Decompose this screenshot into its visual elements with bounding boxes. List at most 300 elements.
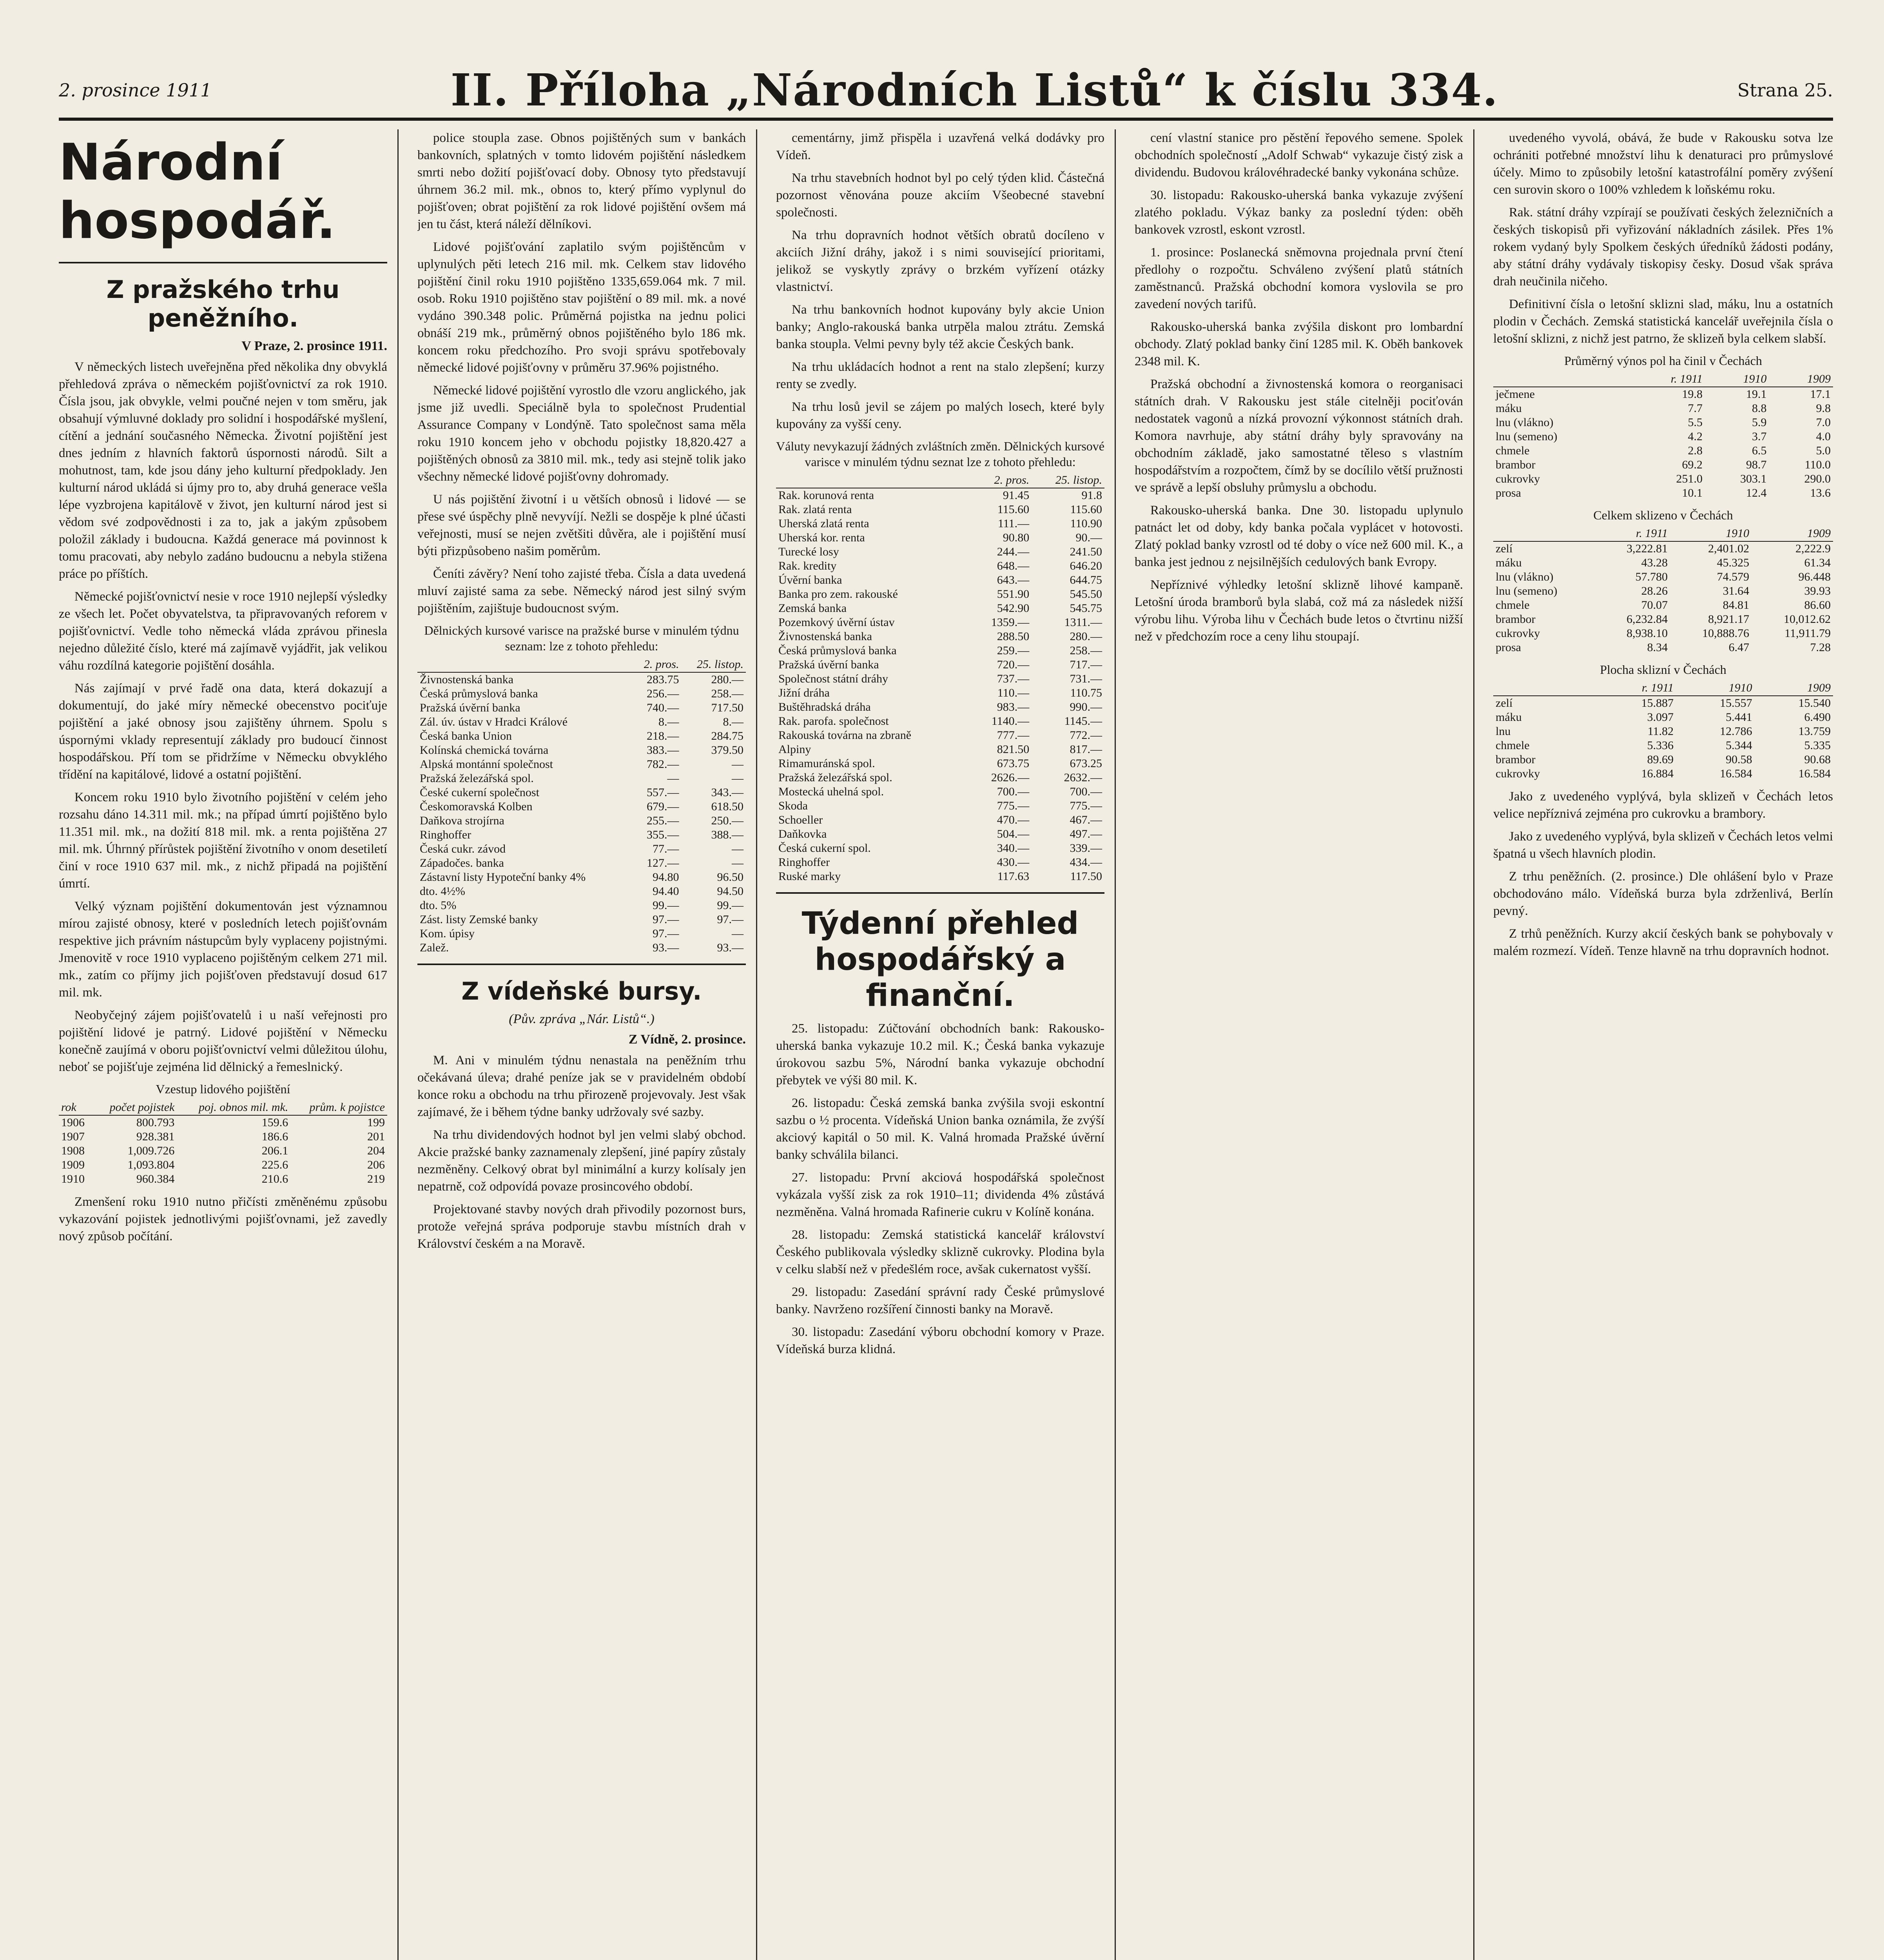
table-cell: 45.325 bbox=[1717, 556, 1750, 569]
table-cell: — bbox=[732, 772, 743, 785]
paragraph: Pražská obchodní a živnostenská komora o reorganisaci státních drah. V Rakousku jest stále citelněji pociťován nedostatek vagonů a nízká provozní výkonnost státních drah. Komora navrhuje, aby státní dráhy byly spravovány na obchodním základě, jako samostatné těleso s vlastním hospodářstvím a rozpočtem, čímž by se docílilo větší pružnosti ve správě a lepší obsluhy průmyslu a obchodu. bbox=[1135, 377, 1463, 495]
paragraph: uvedeného vyvolá, obává, že bude v Rakousku sotva lze ochrániti potřebné množství lihu k denaturaci pro průmyslové účely. Mimo to způsobily letošní katastrofální poměry zvýšení cen surovin skoro o 100% vzhledem k loňskému roku. bbox=[1493, 131, 1833, 197]
table-cell: 186.6 bbox=[261, 1130, 288, 1143]
table-row bbox=[417, 884, 746, 898]
table-cell: 98.7 bbox=[1746, 458, 1767, 471]
table-cell: Kolínská chemická továrna bbox=[420, 744, 549, 757]
divider bbox=[59, 262, 387, 263]
table-cell: 430.— bbox=[997, 856, 1030, 869]
table-cell: 16.884 bbox=[1641, 767, 1674, 780]
table-cell: 11,911.79 bbox=[1784, 627, 1831, 640]
table-cell: 303.1 bbox=[1740, 472, 1767, 485]
table-cell: chmele bbox=[1496, 739, 1530, 752]
table-cell: Rimamuránská spol. bbox=[778, 757, 875, 770]
table-cell: 9.8 bbox=[1816, 402, 1831, 415]
table-cell: 545.75 bbox=[1070, 602, 1102, 615]
table-row bbox=[776, 869, 1104, 884]
table-cell: Daňkova strojírna bbox=[420, 814, 504, 827]
table-cell: Jižní dráha bbox=[778, 686, 830, 699]
table-cell: 379.50 bbox=[711, 744, 743, 757]
divider bbox=[417, 964, 746, 965]
table-cell: 644.75 bbox=[1070, 573, 1102, 586]
table-cell: 244.— bbox=[997, 545, 1030, 558]
table-cell: 3.7 bbox=[1752, 430, 1767, 443]
table-cell: zelí bbox=[1496, 542, 1513, 555]
paragraph: 30. listopadu: Zasedání výboru obchodní komory v Praze. Vídeňská burza klidná. bbox=[776, 1325, 1104, 1356]
article-body bbox=[59, 358, 387, 1076]
table-cell: České cukerní společnost bbox=[420, 786, 539, 799]
table-cell: 355.— bbox=[646, 828, 679, 841]
column-header bbox=[1493, 526, 1598, 541]
column-3 bbox=[776, 129, 1116, 1960]
table-cell: prosa bbox=[1496, 641, 1521, 654]
table-row bbox=[1493, 387, 1833, 401]
table-cell: — bbox=[732, 842, 743, 855]
table-row bbox=[776, 728, 1104, 742]
table-cell: 4.2 bbox=[1688, 430, 1703, 443]
table-cell: lnu (semeno) bbox=[1496, 584, 1558, 597]
table-cell: 504.— bbox=[997, 828, 1030, 840]
table-row bbox=[417, 856, 746, 870]
table-cell: Schoeller bbox=[778, 813, 823, 826]
table-caption: Vzestup lidového pojištění bbox=[156, 1082, 290, 1096]
data-table bbox=[1493, 681, 1833, 781]
table-row bbox=[776, 559, 1104, 573]
table-row bbox=[776, 742, 1104, 757]
article-dateline: V Praze, 2. prosince 1911. bbox=[241, 339, 387, 353]
table-cell: 91.8 bbox=[1081, 489, 1102, 502]
table-cell: 731.— bbox=[1070, 672, 1102, 685]
table-cell: 90.58 bbox=[1726, 753, 1752, 766]
table-cell: chmele bbox=[1496, 599, 1530, 612]
table-cell: Česká cukr. závod bbox=[420, 842, 506, 855]
table-cell: 10,012.62 bbox=[1784, 613, 1831, 626]
table-cell: 6.490 bbox=[1804, 711, 1831, 724]
table-cell: prosa bbox=[1496, 486, 1521, 499]
paragraph: 1. prosince: Poslanecká sněmovna projednala první čtení předlohy o rozpočtu. Schváleno zvýšení platů státních zaměstnanců. Pražská obchodní komora vyslovila se pro zavedení nových tarifů. bbox=[1135, 245, 1463, 311]
table-cell: — bbox=[732, 758, 743, 771]
column-header: 25. listop. bbox=[1032, 473, 1104, 488]
table-cell: 679.— bbox=[646, 800, 679, 813]
paragraph: 28. listopadu: Zemská statistická kancelář království Českého publikovala výsledky sklizně cukrovky. Plodina byla v celku slabší než v předešlém roce, avšak cukernatost vyšší. bbox=[776, 1228, 1104, 1276]
table-cell: 777.— bbox=[997, 729, 1030, 742]
table-row bbox=[59, 1130, 387, 1144]
table-row bbox=[1493, 556, 1833, 570]
column-header: 2. pros. bbox=[971, 473, 1032, 488]
table-cell: 97.— bbox=[652, 913, 679, 926]
table-cell: dto. 5% bbox=[420, 899, 457, 912]
table-row bbox=[59, 1172, 387, 1186]
table-cell: Pražská úvěrní banka bbox=[778, 658, 879, 671]
column-header bbox=[1493, 681, 1598, 696]
table-cell: Česká průmyslová banka bbox=[778, 644, 897, 657]
table-cell: 93.— bbox=[717, 941, 743, 954]
table-cell: Alpiny bbox=[778, 743, 811, 756]
column-header: 1910 bbox=[1705, 372, 1769, 387]
table-cell: 990.— bbox=[1070, 701, 1102, 713]
table-caption: Plocha sklizní v Čechách bbox=[1600, 662, 1726, 677]
column-header: 1909 bbox=[1769, 372, 1833, 387]
table-cell: 16.584 bbox=[1720, 767, 1752, 780]
table-cell: 8.8 bbox=[1752, 402, 1767, 415]
table-row bbox=[776, 630, 1104, 644]
table-cell: 8.34 bbox=[1647, 641, 1668, 654]
table-cell: 97.— bbox=[717, 913, 743, 926]
table-cell: 720.— bbox=[997, 658, 1030, 671]
table-cell: 99.— bbox=[652, 899, 679, 912]
paragraph: Koncem roku 1910 bylo životního pojištění v celém jeho rozsahu dáno 14.311 mil. mk.; na případ úmrtí pojištěno bylo 11.351 mil. mk., na dožití 818 mil. mk. a renta pojištěna 27 mil. mk. Úhrnný přírůstek pojištění životního v onom desetiletí činí v roce 1910 637 mil. mk., z nichž připadá na pojištění úmrtí. bbox=[59, 790, 387, 891]
table-cell: 206.1 bbox=[261, 1144, 288, 1157]
paragraph: Čeníti závěry? Není toho zajisté třeba. Čísla a data uvedená mluví zajisté sama za sebe. Německý národ jest silný svým pojištěním, zajištuje budoucnost svým. bbox=[417, 567, 746, 615]
table-row bbox=[417, 743, 746, 757]
table-row bbox=[776, 573, 1104, 587]
article-title: Týdenní přehled hospodářský a finanční. bbox=[801, 906, 1079, 1013]
table-cell: ječmene bbox=[1496, 388, 1535, 401]
table-cell: 5.344 bbox=[1726, 739, 1752, 752]
table-cell: 717.50 bbox=[711, 701, 743, 714]
table-row bbox=[1493, 696, 1833, 710]
table-cell: 89.69 bbox=[1647, 753, 1674, 766]
table-row bbox=[417, 672, 746, 687]
table-cell: 86.60 bbox=[1804, 599, 1831, 612]
table-row bbox=[776, 644, 1104, 658]
paragraph: Z trhu peněžních. (2. prosince.) Dle ohlášení bylo v Praze obchodováno málo. Vídeňská burza byla zdrženlivá, Berlín pevný. bbox=[1493, 869, 1833, 918]
table-cell: 673.25 bbox=[1070, 757, 1102, 770]
table-cell: Ringhoffer bbox=[778, 856, 830, 869]
table-cell: brambor bbox=[1496, 613, 1536, 626]
paragraph: 26. listopadu: Česká zemská banka zvýšila svoji eskontní sazbu o ½ procenta. Vídeňská Union banka oznámila, že zvýší akciový kapitál o 50 mil. K. Valná hromada Pražské úvěrní banky schválila bilanci. bbox=[776, 1096, 1104, 1162]
data-table bbox=[1493, 372, 1833, 500]
column-header: 1910 bbox=[1676, 681, 1754, 696]
table-cell: 69.2 bbox=[1682, 458, 1703, 471]
paragraph: cementárny, jimž přispěla i uzavřená velká dodávky pro Vídeň. bbox=[776, 131, 1104, 162]
table-row bbox=[776, 615, 1104, 630]
paragraph: Na trhu dopravních hodnot větších obratů docíleno v akciích Jižní dráhy, jakož i s nimi související prioritami, jelikož se vyskytly zprávy o brzkém vyřízení otázky vlastnictví. bbox=[776, 228, 1104, 294]
table-cell: 110.75 bbox=[1070, 686, 1102, 699]
table-cell: 39.93 bbox=[1804, 584, 1831, 597]
table-header-row bbox=[1493, 372, 1833, 387]
table-cell: dto. 4½% bbox=[420, 885, 465, 898]
table-cell: 542.90 bbox=[997, 602, 1030, 615]
table-cell: 1907 bbox=[61, 1130, 85, 1143]
table-row bbox=[1493, 444, 1833, 458]
table-cell: 5.335 bbox=[1804, 739, 1831, 752]
table-header-row bbox=[1493, 526, 1833, 541]
paragraph: Definitivní čísla o letošní sklizni slad, máku, lnu a ostatních plodin v Čechách. Zemská statistická kancelář uveřejnila čísla o letošní sklizni, z nichž jest patrno, že sklizeň byla celkem slabší. bbox=[1493, 297, 1833, 346]
paragraph: 27. listopadu: První akciová hospodářská společnost vykázala vyšší zisk za rok 1910–11; dividenda 4% zůstává nezměněna. Valná hromada Rafinerie cukru v Kolíně konána. bbox=[776, 1171, 1104, 1219]
table-row bbox=[1493, 598, 1833, 612]
table-cell: 199 bbox=[367, 1116, 385, 1129]
section-title: Národní hospodář. bbox=[59, 133, 336, 250]
table-cell: Pražská železářská spol. bbox=[778, 771, 892, 784]
table-row bbox=[417, 800, 746, 814]
table-cell: 288.50 bbox=[997, 630, 1030, 643]
paragraph: Na trhu ukládacích hodnot a rent na stalo zlepšení; kurzy renty se zvedly. bbox=[776, 360, 1104, 391]
table-cell: 388.— bbox=[711, 828, 743, 841]
table-row bbox=[1493, 626, 1833, 641]
table-row bbox=[417, 687, 746, 701]
table-row bbox=[1493, 767, 1833, 781]
table-cell: 94.40 bbox=[652, 885, 679, 898]
column-1 bbox=[59, 129, 399, 1960]
table-cell: 673.75 bbox=[997, 757, 1030, 770]
table-cell: cukrovky bbox=[1496, 627, 1540, 640]
table-cell: 5.5 bbox=[1688, 416, 1703, 429]
article-title: Z pražského trhu peněžního. bbox=[106, 275, 340, 332]
paragraph: 29. listopadu: Zasedání správní rady České průmyslové banky. Navrženo rozšíření činnosti banky na Moravě. bbox=[776, 1285, 1104, 1316]
column-header: 2. pros. bbox=[631, 657, 682, 672]
table-row bbox=[1493, 584, 1833, 598]
article-title: Z vídeňské bursy. bbox=[461, 977, 702, 1005]
table-cell: — bbox=[732, 857, 743, 869]
table-cell: 204 bbox=[367, 1144, 385, 1157]
table-cell: Rak. kredity bbox=[778, 559, 837, 572]
table-cell: 28.26 bbox=[1641, 584, 1668, 597]
table-row bbox=[1493, 724, 1833, 739]
table-cell: 1311.— bbox=[1064, 616, 1102, 629]
table-cell: 4.0 bbox=[1816, 430, 1831, 443]
table-cell: 241.50 bbox=[1070, 545, 1102, 558]
table-cell: Skoda bbox=[778, 799, 808, 812]
table-cell: 117.63 bbox=[997, 870, 1030, 883]
table-cell: 15.557 bbox=[1720, 697, 1752, 710]
table-cell: Daňkovka bbox=[778, 828, 827, 840]
table-cell: 983.— bbox=[997, 701, 1030, 713]
table-row bbox=[776, 771, 1104, 785]
table-cell: 115.60 bbox=[997, 503, 1030, 516]
table-row bbox=[776, 517, 1104, 531]
paragraph: Velký význam pojištění dokumentován jest významnou mírou zajisté obnosy, které v posledních letech pojišťovnám respektive jich právním nástupcům byly vyplaceny pojistnými. Jmenovitě v roce 1910 vyplaceno pojištěným celkem 271 mil. mk., zatím co příjmy jich pojišťoven představují dosud 617 mil. mk. bbox=[59, 899, 387, 1000]
table-cell: 1908 bbox=[61, 1144, 85, 1157]
table-cell: 1906 bbox=[61, 1116, 85, 1129]
table-cell: Českomoravská Kolben bbox=[420, 800, 533, 813]
table-cell: 5.0 bbox=[1816, 444, 1831, 457]
table-cell: cukrovky bbox=[1496, 472, 1540, 485]
table-cell: Rakouská továrna na zbraně bbox=[778, 729, 912, 742]
table-row bbox=[776, 827, 1104, 841]
table-row bbox=[59, 1115, 387, 1130]
column-header: 1910 bbox=[1670, 526, 1752, 541]
paragraph: 25. listopadu: Zúčtování obchodních bank: Rakousko-uherská banka vykazuje 10.2 mil. K.; Česká banka vykazuje úrokovou sazbu 5%, Národní banka vykazuje obchodní přebytek ve výši 80 mil. K. bbox=[776, 1022, 1104, 1087]
table-cell: 15.887 bbox=[1641, 697, 1674, 710]
table-cell: chmele bbox=[1496, 444, 1530, 457]
table-cell: 7.28 bbox=[1810, 641, 1831, 654]
table-row bbox=[776, 587, 1104, 601]
table-caption: Váluty nevykazují žádných zvláštních změn. Dělnických kursové varisce v minulém týdnu seznat lze z tohoto přehledu: bbox=[776, 439, 1104, 469]
table-cell: 10,888.76 bbox=[1702, 627, 1750, 640]
column-header: počet pojistek bbox=[93, 1100, 177, 1115]
table-cell: Rak. parofa. společnost bbox=[778, 715, 889, 728]
table-cell: 772.— bbox=[1070, 729, 1102, 742]
table-cell: 737.— bbox=[997, 672, 1030, 685]
table-cell: 57.780 bbox=[1635, 570, 1668, 583]
paragraph: Německé lidové pojištění vyrostlo dle vzoru anglického, jak jsme již uvedli. Speciálně byla to společnost Prudential Assurance Company v Londýně. Tato společnost sama měla roku 1910 koncem jeho v obchodu pojistky 18,820.427 a pojištěných obnosů za 3810 mil. mk., tedy asi stejně tolik jako všechny německé lidové pojišťovny dohromady. bbox=[417, 383, 746, 484]
table-cell: 2,222.9 bbox=[1795, 542, 1831, 555]
table-row bbox=[417, 927, 746, 941]
table-cell: lnu (semeno) bbox=[1496, 430, 1558, 443]
table-cell: 13.6 bbox=[1810, 486, 1831, 499]
table-cell: 110.90 bbox=[1070, 517, 1102, 530]
table-cell: Česká průmyslová banka bbox=[420, 687, 538, 700]
table-cell: 646.20 bbox=[1070, 559, 1102, 572]
paragraph: Na trhu losů jevil se zájem po malých losech, které byly kupovány za vyšší ceny. bbox=[776, 400, 1104, 431]
paragraph: Na trhu dividendových hodnot byl jen velmi slabý obchod. Akcie pražské banky zaznamenaly zlepšení, jiné papíry zůstaly nezměněny. Celkový obrat byl minimální a kurzy kolísaly jen nepatrně, což odpovídá povaze prosincového období. bbox=[417, 1128, 746, 1194]
table-cell: 821.50 bbox=[997, 743, 1030, 756]
table-cell: 255.— bbox=[646, 814, 679, 827]
table-cell: 127.— bbox=[646, 857, 679, 869]
table-cell: máku bbox=[1496, 556, 1522, 569]
table-cell: 259.— bbox=[997, 644, 1030, 657]
column-header: r. 1911 bbox=[1598, 681, 1676, 696]
table-header-row bbox=[59, 1100, 387, 1115]
table-row bbox=[417, 786, 746, 800]
table-cell: 94.50 bbox=[717, 885, 743, 898]
table-row bbox=[776, 813, 1104, 827]
article-dateline: Z Vídně, 2. prosince. bbox=[628, 1032, 746, 1047]
table-header-row bbox=[417, 657, 746, 672]
column-header: r. 1911 bbox=[1598, 526, 1670, 541]
paragraph: Nepříznivé výhledky letošní sklizně lihové kampaně. Letošní úroda bramborů byla slabá, což má za následek nižší výrobu lihu. Výroba lihu v Čechách bude letos o čtvrtinu nižší než v předchozím roce a ceny lihu stoupají. bbox=[1135, 578, 1463, 644]
table-cell: Uherská zlatá renta bbox=[778, 517, 869, 530]
table-cell: 15.540 bbox=[1798, 697, 1831, 710]
table-row bbox=[1493, 472, 1833, 486]
table-row bbox=[776, 545, 1104, 559]
table-cell: 159.6 bbox=[261, 1116, 288, 1129]
table-cell: 3,222.81 bbox=[1627, 542, 1668, 555]
table-cell: 2632.— bbox=[1064, 771, 1102, 784]
table-row bbox=[417, 771, 746, 786]
table-cell: 383.— bbox=[646, 744, 679, 757]
table-row bbox=[1493, 416, 1833, 430]
table-cell: 96.50 bbox=[717, 871, 743, 884]
table-cell: 467.— bbox=[1070, 813, 1102, 826]
table-cell: Živnostenská banka bbox=[778, 630, 872, 643]
data-table bbox=[776, 473, 1104, 884]
table-cell: 283.75 bbox=[646, 673, 679, 686]
table-cell: 12.4 bbox=[1746, 486, 1767, 499]
table-cell: 8,921.17 bbox=[1708, 613, 1750, 626]
table-cell: 1359.— bbox=[991, 616, 1030, 629]
table-row bbox=[417, 842, 746, 856]
table-cell: 43.28 bbox=[1641, 556, 1668, 569]
table-cell: Ringhoffer bbox=[420, 828, 471, 841]
table-cell: 117.50 bbox=[1070, 870, 1102, 883]
data-table bbox=[417, 657, 746, 955]
table-cell: 343.— bbox=[711, 786, 743, 799]
table-cell: 12.786 bbox=[1720, 725, 1752, 738]
column-5 bbox=[1493, 129, 1833, 1960]
paragraph: Na trhu bankovních hodnot kupovány byly akcie Union banky; Anglo-rakouská banka utrpěla malou ztrátu. Zemská banka stoupla. Velmi pevny byly též akcie Českých bank. bbox=[776, 303, 1104, 351]
table-row bbox=[1493, 430, 1833, 444]
table-cell: brambor bbox=[1496, 458, 1536, 471]
table-row bbox=[776, 658, 1104, 672]
table-row bbox=[417, 729, 746, 743]
column-4 bbox=[1135, 129, 1474, 1960]
table-cell: 339.— bbox=[1070, 842, 1102, 855]
table-cell: 643.— bbox=[997, 573, 1030, 586]
table-cell: 225.6 bbox=[261, 1158, 288, 1171]
table-cell: 497.— bbox=[1070, 828, 1102, 840]
paragraph: Nás zajímají v prvé řadě ona data, která dokazují a dokumentují, do jaké míry německé obecenstvo pociťuje pojištění a jaké obnosy jsou zajištěny úhrnem. Spolu s úspornými vklady representují základy pro budoucí činnost hospodářskou. Pří tom se přidržíme v Německu obvyklého třídění na kapitálové, lidové a ostatní pojištění. bbox=[59, 681, 387, 782]
table-cell: 201 bbox=[367, 1130, 385, 1143]
table-cell: 1910 bbox=[61, 1172, 85, 1185]
table-cell: Buštěhradská dráha bbox=[778, 701, 871, 713]
paragraph: Na trhu stavebních hodnot byl po celý týden klid. Částečná pozornost věnována pouze akciím Všeobecné stavební společnosti. bbox=[776, 171, 1104, 220]
table-cell: 90.— bbox=[1075, 531, 1102, 544]
article-source: (Pův. zpráva „Nár. Listů“.) bbox=[509, 1012, 655, 1026]
table-cell: 928.381 bbox=[136, 1130, 175, 1143]
table-cell: 17.1 bbox=[1810, 388, 1831, 401]
table-cell: Zemská banka bbox=[778, 602, 847, 615]
table-cell: Západočes. banka bbox=[420, 857, 504, 869]
paragraph: Rak. státní dráhy vzpírají se používati českých železničních a českých tiskopisů při vyřizování nákladních zásilek. Přes 1% rokem vydaný byly Spolkem českých úředníků žádosti podány, aby státní dráhy vydávaly tiskopisy česky. Dosud však správa drah neučinila ničeho. bbox=[1493, 205, 1833, 289]
table-cell: Zástavní listy Hypoteční banky 4% bbox=[420, 871, 586, 884]
table-row bbox=[417, 701, 746, 715]
header-page-number: Strana 25. bbox=[1737, 80, 1833, 101]
table-cell: Mostecká uhelná spol. bbox=[778, 785, 884, 798]
table-cell: 97.— bbox=[652, 927, 679, 940]
table-cell: 111.— bbox=[997, 517, 1030, 530]
column-header bbox=[1493, 372, 1630, 387]
table-cell: 1,093.804 bbox=[127, 1158, 175, 1171]
table-cell: 110.— bbox=[997, 686, 1030, 699]
table-cell: 251.0 bbox=[1676, 472, 1703, 485]
table-cell: Úvěrní banka bbox=[778, 573, 842, 586]
table-cell: 19.8 bbox=[1682, 388, 1703, 401]
table-cell: 782.— bbox=[646, 758, 679, 771]
header-date: 2. prosince 1911 bbox=[59, 80, 212, 101]
table-cell: 8.— bbox=[723, 715, 743, 728]
table-cell: 13.759 bbox=[1798, 725, 1831, 738]
table-cell: 2.8 bbox=[1688, 444, 1703, 457]
table-row bbox=[59, 1144, 387, 1158]
table-cell: 7.7 bbox=[1688, 402, 1703, 415]
table-row bbox=[1493, 541, 1833, 556]
table-cell: Pozemkový úvěrní ústav bbox=[778, 616, 895, 629]
table-cell: Živnostenská banka bbox=[420, 673, 514, 686]
paragraph: U nás pojištění životní i u větších obnosů i lidové — se přese své úspěchy plně nevyvíjí. Nežli se dospěje k plné účasti veřejnosti, musí se nejen zvětšiti důvěra, ale i pojištění musí býti přizpůsobeno našim poměrům. bbox=[417, 492, 746, 558]
table-cell: Zál. úv. ústav v Hradci Králové bbox=[420, 715, 568, 728]
table-cell: 96.448 bbox=[1798, 570, 1831, 583]
table-cell: 91.45 bbox=[1003, 489, 1030, 502]
table-caption: Průměrný výnos pol ha činil v Čechách bbox=[1564, 354, 1762, 368]
table-cell: brambor bbox=[1496, 753, 1536, 766]
paragraph: Lidové pojišťování zaplatilo svým pojištěncům v uplynulých pěti letech 216 mil. mk. Celkem stav lidového pojištění činil roku 1910 pojištěno 1335,659.064 mk. 7 mil. osob. Roku 1910 pojištěno stav pojištění o 89 mil. mk. a nové vydáno 390.348 polic. Průměrná pojistka na jednu polici obnáší 219 mk., průměrný obnos pojištěného bylo 186 mk. koncem roku předchozího. Pro svoji správu spotřebovaly německé lidové pojišťovny v průměru 37.96% pojistného. bbox=[417, 240, 746, 375]
table-cell: Rak. korunová renta bbox=[778, 489, 874, 502]
table-cell: 99.— bbox=[717, 899, 743, 912]
table-row bbox=[776, 799, 1104, 813]
table-cell: 775.— bbox=[1070, 799, 1102, 812]
table-cell: 31.64 bbox=[1723, 584, 1750, 597]
table-cell: cukrovky bbox=[1496, 767, 1540, 780]
table-cell: 94.80 bbox=[652, 871, 679, 884]
table-cell: 648.— bbox=[997, 559, 1030, 572]
table-cell: 6,232.84 bbox=[1627, 613, 1668, 626]
table-cell: Česká cukerní spol. bbox=[778, 842, 871, 855]
paragraph: Z trhů peněžních. Kurzy akcií českých bank se pohybovaly v malém rozmezí. Vídeň. Tenze hlavně na trhu dopravních hodnot. bbox=[1493, 927, 1833, 958]
table-cell: Ruské marky bbox=[778, 870, 841, 883]
table-cell: 470.— bbox=[997, 813, 1030, 826]
table-row bbox=[1493, 612, 1833, 626]
table-row bbox=[59, 1158, 387, 1172]
table-row bbox=[776, 700, 1104, 714]
table-row bbox=[417, 870, 746, 884]
table-row bbox=[417, 715, 746, 729]
table-cell: 210.6 bbox=[261, 1172, 288, 1185]
column-header: poj. obnos mil. mk. bbox=[177, 1100, 290, 1115]
table-row bbox=[776, 686, 1104, 700]
table-cell: 206 bbox=[367, 1158, 385, 1171]
